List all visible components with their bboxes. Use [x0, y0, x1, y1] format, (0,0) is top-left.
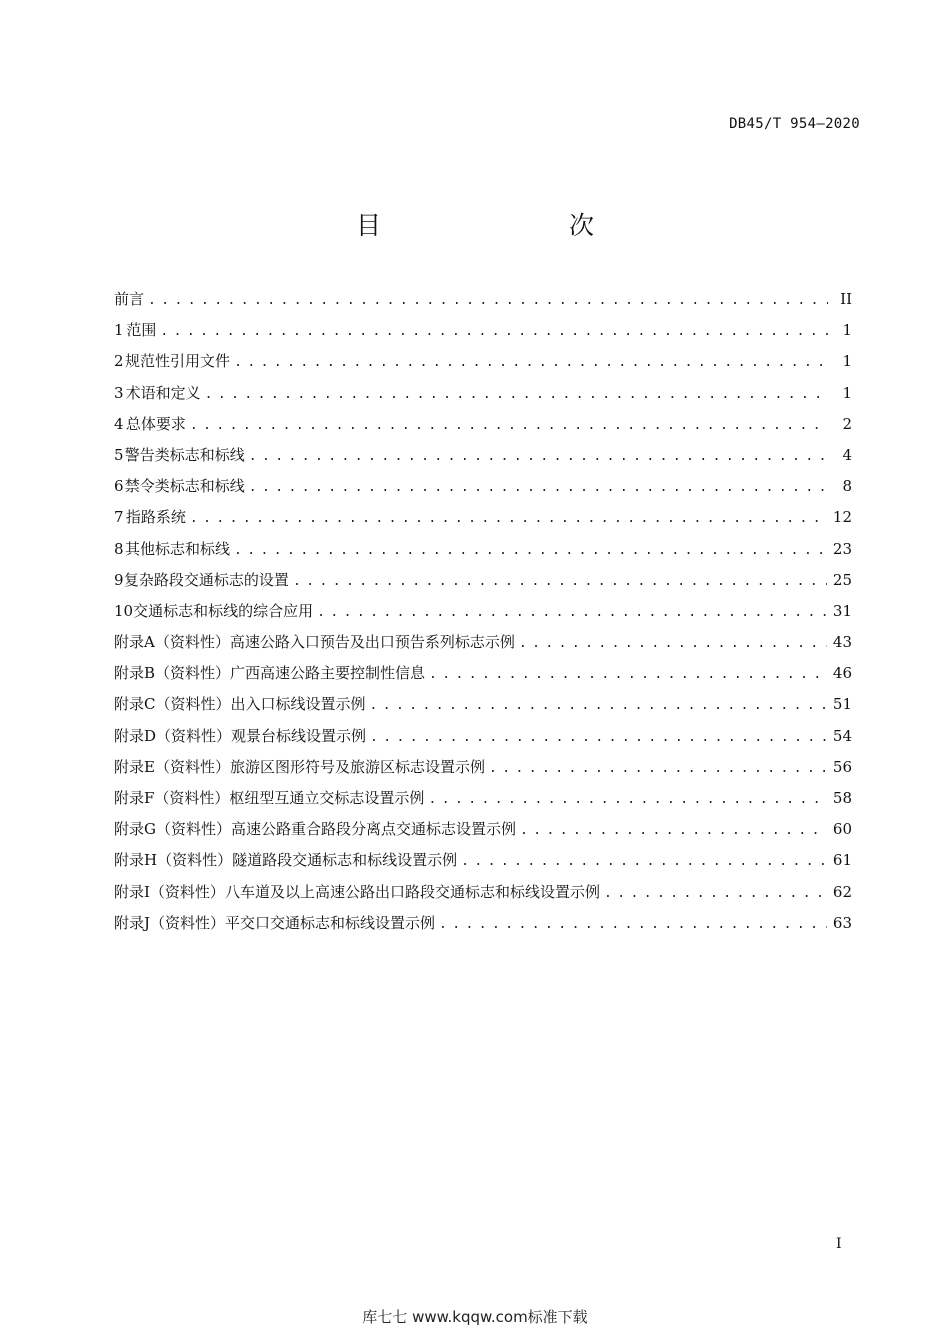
toc-entry-page: 60: [832, 820, 852, 839]
toc-dot-leader: [429, 661, 827, 689]
toc-dot-leader: [520, 817, 827, 845]
toc-entry-label: 范围: [126, 321, 157, 340]
toc-entry-number: 3: [114, 383, 124, 402]
toc-entry-label: 前言: [114, 290, 145, 308]
toc-entry-label: 规范性引用文件: [125, 352, 231, 371]
toc-dot-leader: [317, 599, 827, 627]
toc-dot-leader: [234, 537, 827, 565]
toc-entry[interactable]: [114, 878, 852, 909]
toc-entry-page: 51: [832, 695, 852, 714]
toc-entry-label: 禁令类标志和标线: [124, 477, 245, 496]
toc-entry-number: 附录J（资料性）: [114, 913, 226, 932]
toc-dot-leader: [370, 724, 827, 752]
toc-entry[interactable]: [114, 285, 852, 316]
toc-entry-page: 54: [832, 726, 852, 745]
toc-entry-number: 8: [114, 539, 124, 558]
toc-entry-page: 1: [842, 321, 852, 340]
toc-entry-page: 8: [842, 477, 852, 496]
toc-entry[interactable]: [114, 753, 852, 784]
toc-entry-label: 指路系统: [125, 508, 186, 527]
toc-entry[interactable]: [114, 316, 852, 347]
toc-entry-page: 46: [832, 664, 852, 683]
toc-dot-leader: [160, 318, 828, 346]
toc-entry[interactable]: [114, 347, 852, 378]
toc-entry[interactable]: [114, 503, 852, 534]
toc-entry-page: 63: [832, 913, 852, 932]
footer-watermark: 库七七 www.kqqw.com标准下载: [362, 1308, 588, 1326]
toc-dot-leader: [249, 474, 828, 502]
page-number: I: [836, 1236, 842, 1252]
toc-entry-page: 12: [832, 508, 852, 527]
toc-entry-label: 观景台标线设置示例: [231, 726, 367, 745]
toc-entry-number: 10: [114, 601, 134, 620]
toc-entry-label: 旅游区图形符号及旅游区标志设置示例: [229, 757, 485, 776]
toc-entry-page: 1: [842, 383, 852, 402]
toc-entry-number: 附录E（资料性）: [114, 757, 230, 776]
toc-entry[interactable]: [114, 909, 852, 940]
toc-entry-number: 附录G（资料性）: [114, 820, 231, 839]
toc-entry[interactable]: [114, 722, 852, 753]
toc-entry[interactable]: [114, 535, 852, 566]
toc-entry[interactable]: [114, 690, 852, 721]
toc-entry-number: 附录B（资料性）: [114, 664, 231, 683]
toc-entry-number: 9: [114, 570, 124, 589]
toc-entry[interactable]: [114, 815, 852, 846]
toc-entry[interactable]: [114, 472, 852, 503]
toc-entry-number: 附录D（资料性）: [114, 726, 232, 745]
toc-entry-number: 附录F（资料性）: [114, 789, 230, 807]
toc-entry-label: 交通标志和标线的综合应用: [133, 601, 314, 620]
toc-entry-label: 高速公路重合路段分离点交通标志设置示例: [230, 820, 516, 839]
toc-entry[interactable]: [114, 379, 852, 410]
toc-entry-number: 附录A（资料性）: [114, 633, 230, 652]
toc-dot-leader: [370, 692, 827, 720]
toc-dot-leader: [205, 381, 828, 409]
toc-entry-label: 平交口交通标志和标线设置示例: [225, 913, 436, 932]
toc-entry-number: 附录I（资料性）: [114, 882, 225, 901]
toc-entry[interactable]: [114, 410, 852, 441]
toc-entry-label: 八车道及以上高速公路出口路段交通标志和标线设置示例: [224, 882, 600, 901]
toc-entry[interactable]: [114, 659, 852, 690]
toc-entry-label: 广西高速公路主要控制性信息: [230, 664, 426, 683]
toc-entry-label: 复杂路段交通标志的设置: [123, 570, 289, 589]
standard-code: DB45/T 954—2020: [729, 116, 860, 132]
page-title: 目 次: [355, 211, 640, 240]
toc-entry-page: 31: [832, 601, 852, 620]
toc-entry[interactable]: [114, 846, 852, 877]
toc-entry[interactable]: [114, 784, 852, 815]
toc-entry-number: 附录H（资料性）: [114, 851, 233, 870]
toc-entry-page: 58: [832, 789, 852, 807]
toc-entry-label: 总体要求: [125, 414, 186, 433]
toc-entry-label: 出入口标线设置示例: [230, 695, 366, 714]
toc-entry[interactable]: [114, 566, 852, 597]
toc-entry-number: 6: [114, 477, 124, 496]
toc-dot-leader: [190, 412, 828, 440]
toc-entry-page: 25: [832, 570, 852, 589]
toc-entry-label: 高速公路入口预告及出口预告系列标志示例: [229, 633, 515, 652]
toc-dot-leader: [461, 848, 827, 876]
toc-entry-page: 61: [832, 851, 852, 870]
toc-entry[interactable]: [114, 597, 852, 628]
toc-entry[interactable]: [114, 441, 852, 472]
toc-dot-leader: [439, 911, 827, 939]
toc-entry-label: 警告类标志和标线: [124, 445, 245, 464]
toc-entry[interactable]: [114, 628, 852, 659]
toc-dot-leader: [148, 287, 828, 315]
toc-dot-leader: [489, 755, 827, 783]
toc-dot-leader: [428, 786, 826, 814]
toc-entry-number: 7: [114, 508, 124, 527]
toc-dot-leader: [190, 505, 827, 533]
toc-entry-number: 2: [114, 352, 124, 371]
toc-entry-page: 2: [842, 414, 852, 433]
toc-entry-page: 23: [832, 539, 852, 558]
toc-dot-leader: [604, 880, 827, 908]
toc-entry-label: 术语和定义: [125, 383, 201, 402]
toc-entry-number: 附录C（资料性）: [114, 695, 231, 714]
toc-entry-page: II: [840, 290, 852, 308]
toc-entry-label: 隧道路段交通标志和标线设置示例: [232, 851, 458, 870]
toc-entry-label: 枢纽型互通立交标志设置示例: [229, 789, 425, 807]
toc-dot-leader: [249, 443, 828, 471]
toc-entry-number: 4: [114, 414, 124, 433]
toc-entry-page: 62: [832, 882, 852, 901]
toc-entry-page: 56: [832, 757, 852, 776]
toc-entry-page: 43: [832, 633, 852, 652]
toc-entry-page: 1: [842, 352, 852, 371]
toc-dot-leader: [519, 630, 827, 658]
toc-dot-leader: [234, 349, 828, 377]
toc-entry-page: 4: [842, 445, 852, 464]
toc-entry-number: 5: [114, 445, 124, 464]
toc-dot-leader: [293, 568, 827, 596]
toc-entry-label: 其他标志和标线: [125, 539, 231, 558]
table-of-contents: [114, 285, 852, 940]
toc-entry-number: 1: [114, 321, 124, 340]
